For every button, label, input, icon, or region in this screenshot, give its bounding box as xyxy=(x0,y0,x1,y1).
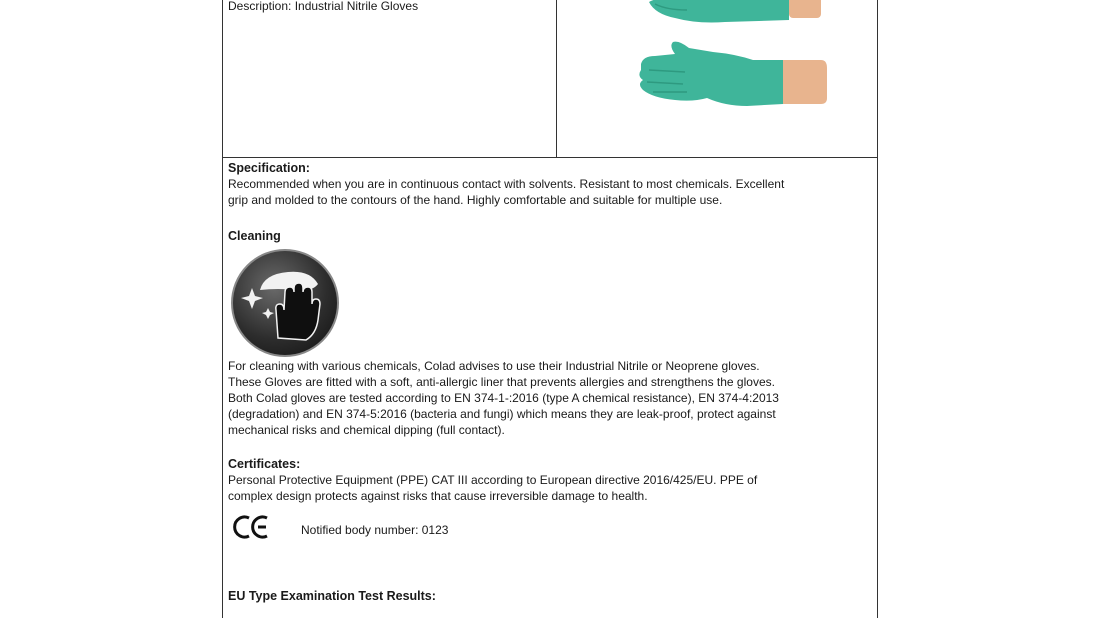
cleaning-hand-icon xyxy=(230,248,340,358)
specification-section xyxy=(228,160,868,208)
description-cell xyxy=(223,0,557,157)
gloves-image xyxy=(557,0,877,158)
cleaning-line: Both Colad gloves are tested according to EN 374-1-:2016 (type A chemical resistance), EN 374-4:2013 xyxy=(228,391,779,405)
cleaning-heading-wrap xyxy=(228,228,868,244)
product-datasheet xyxy=(222,0,878,618)
product-description: Description: Industrial Nitrile Gloves xyxy=(228,0,419,13)
certificates-section xyxy=(228,456,868,504)
upper-glove xyxy=(649,0,821,23)
certificates-heading: Certificates: xyxy=(228,457,301,471)
cleaning-line: These Gloves are fitted with a soft, anti-allergic liner that prevents allergies and strengthens the gloves. xyxy=(228,375,775,389)
specification-line: Recommended when you are in continuous contact with solvents. Resistant to most chemicals. Excellent xyxy=(228,177,785,191)
certificates-line: complex design protects against risks that cause irreversible damage to health. xyxy=(228,489,648,503)
eu-results-section xyxy=(228,588,868,604)
lower-glove xyxy=(639,42,827,106)
ce-mark-icon xyxy=(233,512,273,542)
cleaning-line: mechanical risks and chemical dipping (full contact). xyxy=(228,423,505,437)
cleaning-heading: Cleaning xyxy=(228,229,281,243)
cleaning-section xyxy=(228,358,868,438)
cleaning-line: (degradation) and EN 374-5:2016 (bacteria and fungi) which means they are leak-proof, protect against xyxy=(228,407,776,421)
certificates-line: Personal Protective Equipment (PPE) CAT III according to European directive 2016/425/EU. PPE of xyxy=(228,473,758,487)
eu-results-heading: EU Type Examination Test Results: xyxy=(228,589,436,603)
specification-heading: Specification: xyxy=(228,161,310,175)
notified-body-number: Notified body number: 0123 xyxy=(301,523,449,537)
product-image-cell xyxy=(557,0,877,157)
product-header-row xyxy=(223,0,877,158)
cleaning-line: For cleaning with various chemicals, Colad advises to use their Industrial Nitrile or Neoprene gloves. xyxy=(228,359,760,373)
specification-line: grip and molded to the contours of the hand. Highly comfortable and suitable for multiple use. xyxy=(228,193,723,207)
